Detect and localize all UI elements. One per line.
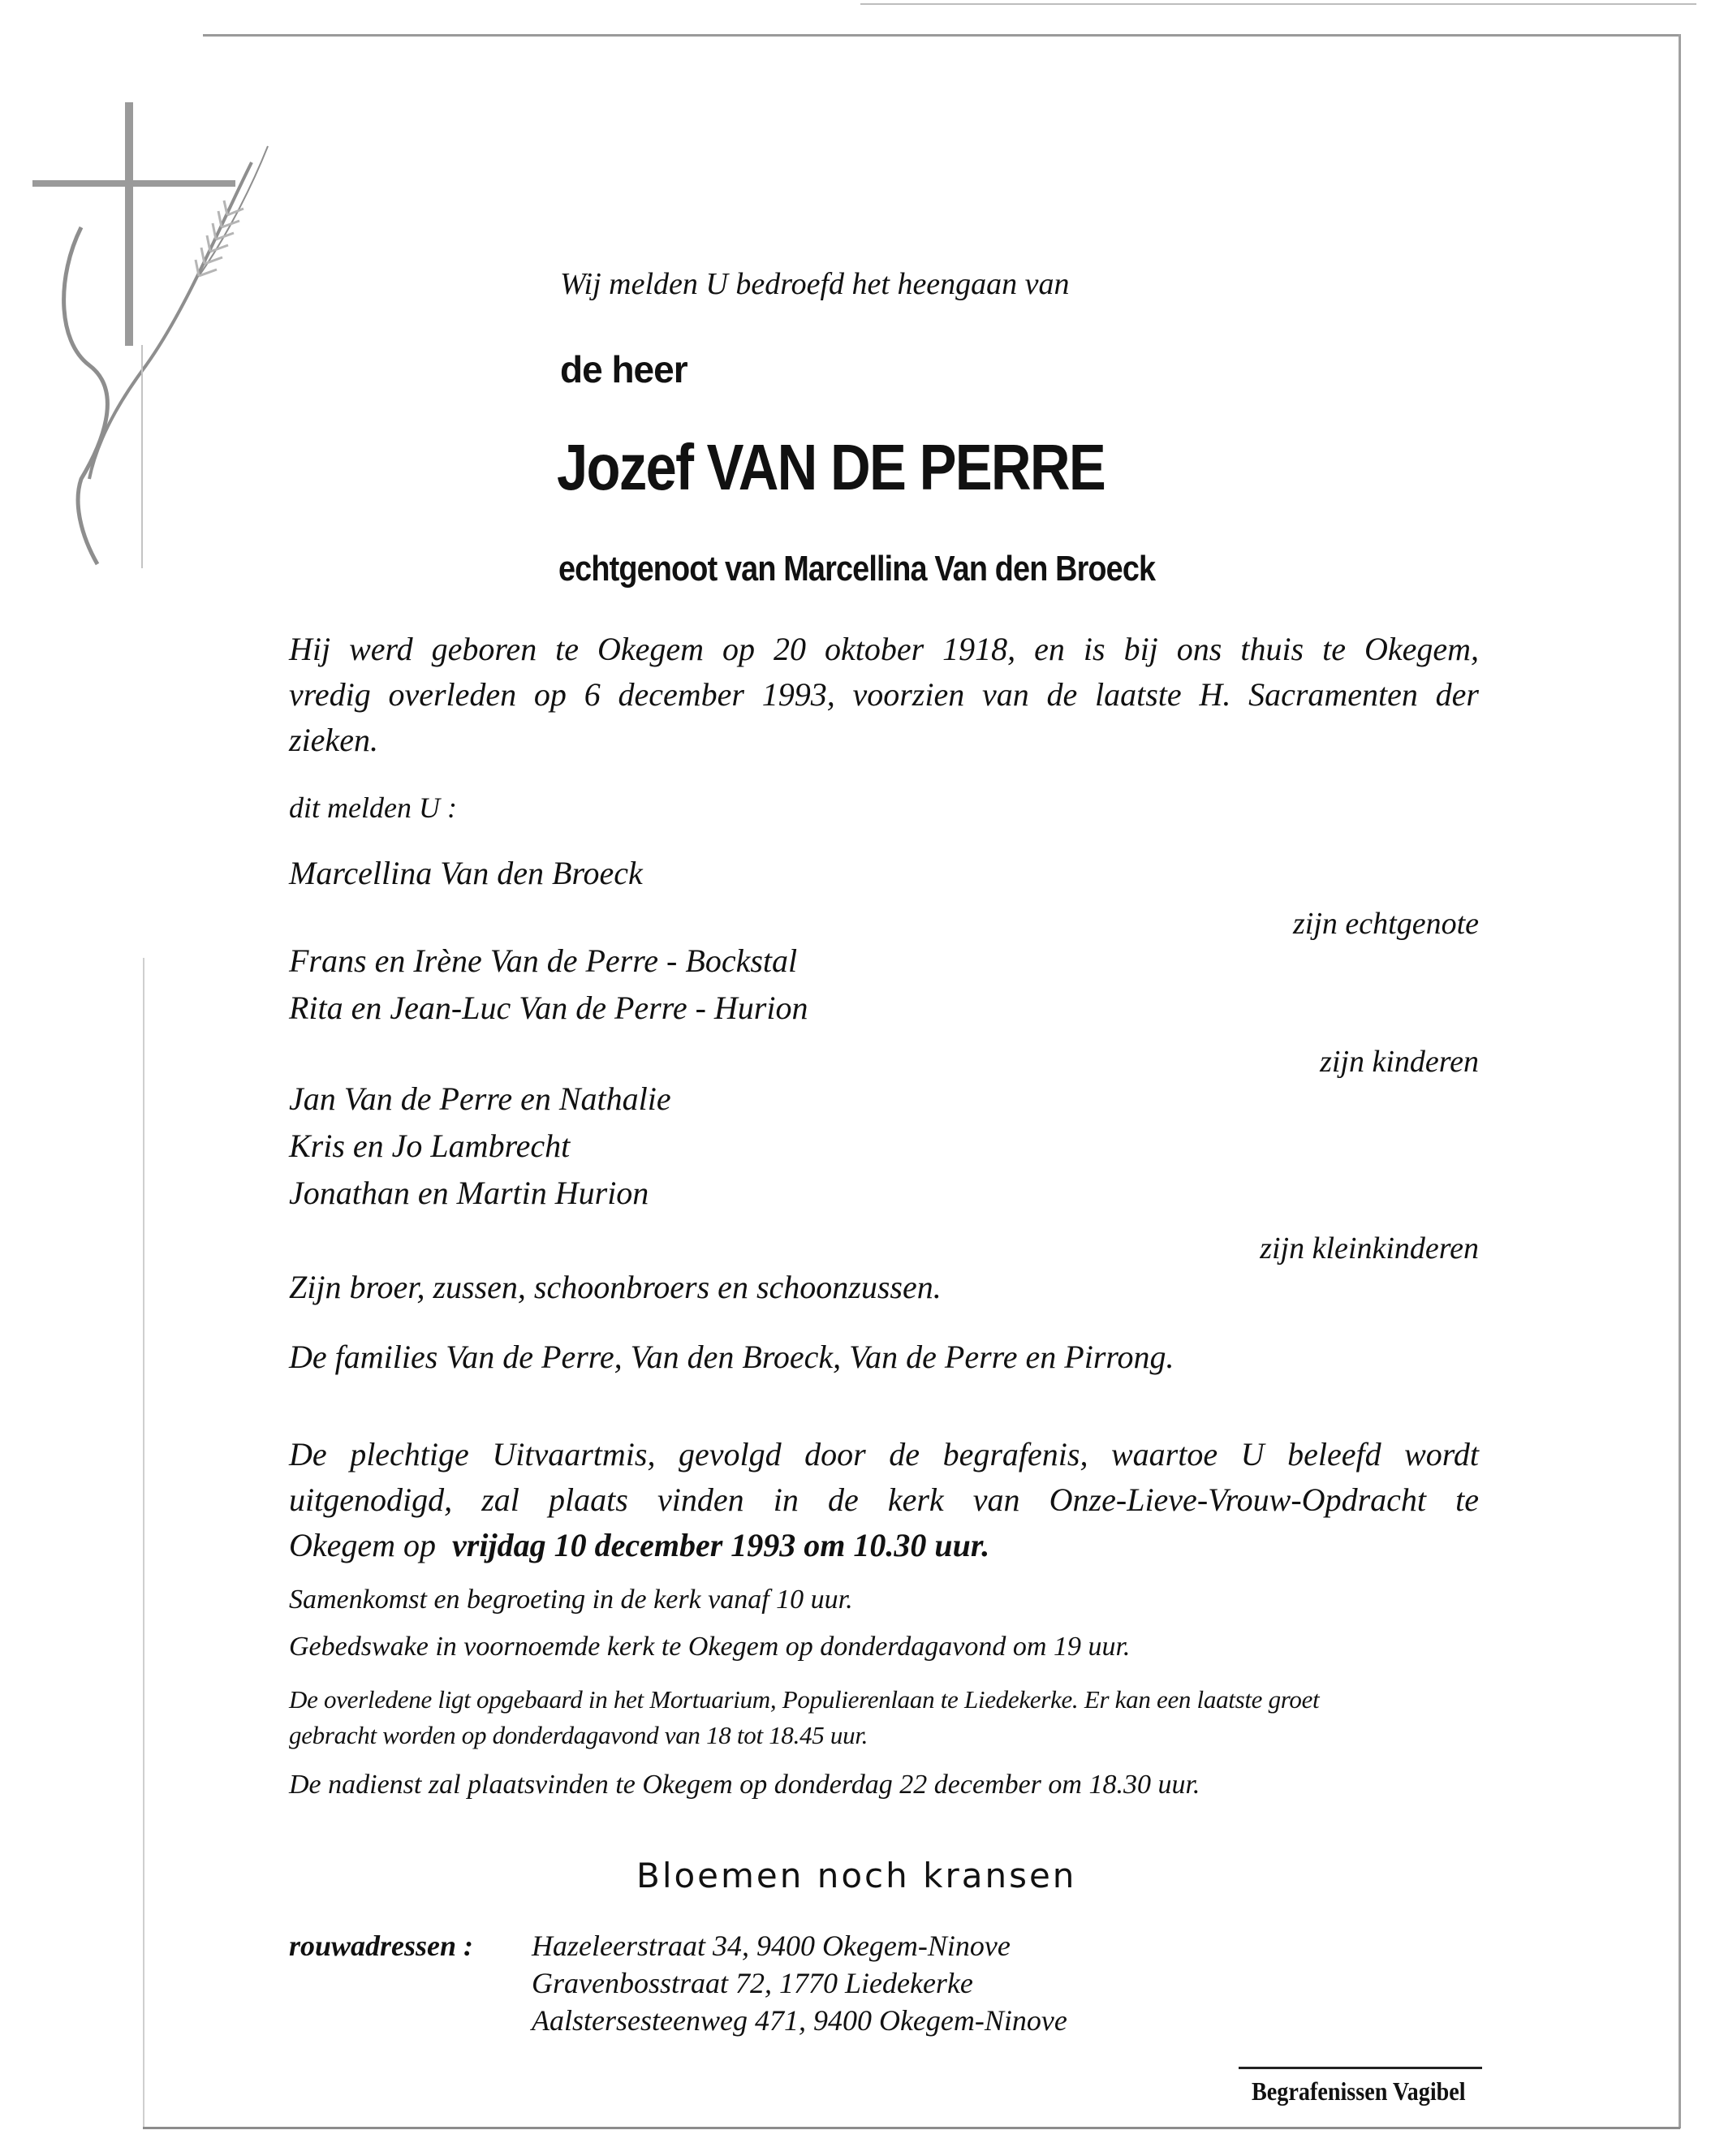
- gathering-line: Samenkomst en begroeting in de kerk vanaf 10 uur.: [289, 1585, 853, 1615]
- vigil-line: Gebedswake in voornoemde kerk te Okegem op donderdagavond om 19 uur.: [289, 1632, 1131, 1662]
- grandchild-name: Kris en Jo Lambrecht: [289, 1128, 571, 1164]
- address-line: Gravenbosstraat 72, 1770 Liedekerke: [532, 1967, 973, 1999]
- spouse-relation: zijn echtgenote: [1293, 907, 1479, 941]
- child-name: Frans en Irène Van de Perre - Bockstal: [289, 942, 798, 979]
- frame-bottom-line: [143, 2127, 1680, 2129]
- ceremony-date-line: [289, 1523, 1479, 1568]
- grandchildren-relation: zijn kleinkinderen: [1260, 1231, 1479, 1266]
- frame-top-line: [203, 34, 1680, 37]
- birth-line: zieken.: [289, 722, 378, 758]
- undertaker-rule: [1239, 2067, 1482, 2069]
- siblings-line: Zijn broer, zussen, schoonbroers en schoonzussen.: [289, 1269, 942, 1305]
- spouse-name: Marcellina Van den Broeck: [289, 855, 643, 891]
- grandchild-name: Jan Van de Perre en Nathalie: [289, 1080, 671, 1117]
- honorific-title: de heer: [560, 348, 687, 390]
- spouse-line: echtgenoot van Marcellina Van den Broeck: [558, 549, 1156, 589]
- birth-death-paragraph: [289, 627, 1479, 763]
- ceremony-line: uitgenodigd, zal plaats vinden in de kerk van Onze-Lieve-Vrouw-Opdracht te: [289, 1481, 1479, 1518]
- grandchild-name: Jonathan en Martin Hurion: [289, 1175, 649, 1211]
- frame-left-line: [143, 958, 144, 2127]
- mortuary-line: De overledene ligt opgebaard in het Mortuarium, Populierenlaan te Liedekerke. Er kan een laatste groet: [289, 1685, 1320, 1714]
- ceremony-paragraph: [289, 1432, 1479, 1568]
- address-label: rouwadressen :: [289, 1930, 474, 1962]
- deceased-name: Jozef VAN DE PERRE: [557, 431, 1105, 503]
- frame-top-edge: [860, 3, 1696, 5]
- intro-text: Wij melden U bedroefd het heengaan van: [560, 267, 1070, 301]
- ceremony-line: De plechtige Uitvaartmis, gevolgd door de begrafenis, waartoe U beleefd wordt: [289, 1436, 1479, 1473]
- frame-right-line: [1679, 34, 1681, 2128]
- flowers-note: Bloemen noch kransen: [636, 1856, 1077, 1895]
- undertaker-name: Begrafenissen Vagibel: [1252, 2076, 1466, 2106]
- families-line: De families Van de Perre, Van den Broeck, Van de Perre en Pirrong.: [289, 1339, 1174, 1375]
- ceremony-prefix: Okegem op: [289, 1527, 437, 1563]
- ceremony-date: vrijdag 10 december 1993 om 10.30 uur.: [452, 1527, 990, 1563]
- birth-line: vredig overleden op 6 december 1993, voorzien van de laatste H. Sacramenten der: [289, 676, 1479, 713]
- address-line: Aalstersesteenweg 471, 9400 Okegem-Ninove: [532, 2004, 1067, 2037]
- announce-label: dit melden U :: [289, 791, 457, 824]
- address-line: Hazeleerstraat 34, 9400 Okegem-Ninove: [532, 1930, 1011, 1962]
- child-name: Rita en Jean-Luc Van de Perre - Hurion: [289, 990, 808, 1026]
- cross-wheat-icon: [24, 97, 292, 568]
- memorial-line: De nadienst zal plaatsvinden te Okegem op donderdag 22 december om 18.30 uur.: [289, 1770, 1200, 1800]
- children-relation: zijn kinderen: [1320, 1045, 1479, 1079]
- birth-line: Hij werd geboren te Okegem op 20 oktober 1918, en is bij ons thuis te Okegem,: [289, 631, 1479, 667]
- mortuary-line: gebracht worden op donderdagavond van 18 tot 18.45 uur.: [289, 1721, 868, 1749]
